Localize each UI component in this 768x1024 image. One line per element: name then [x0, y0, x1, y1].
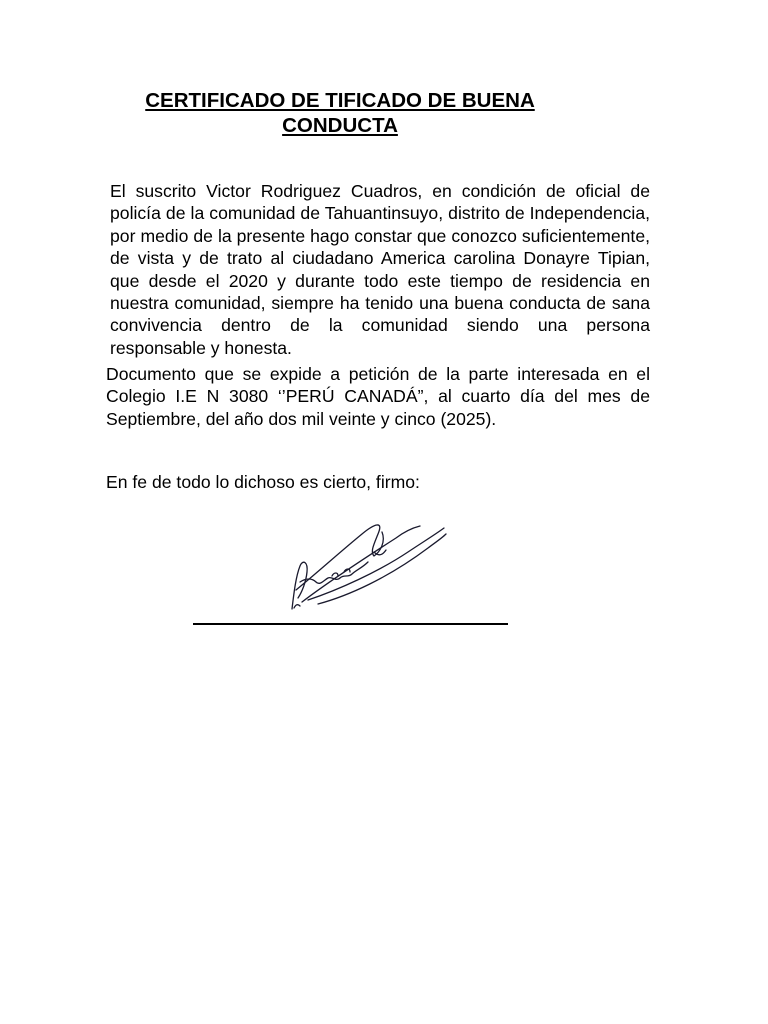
signature-line [193, 623, 508, 625]
body-paragraph-issuance: Documento que se expide a petición de la parte interesada en el Colegio I.E N 3080 ‘’PERÚ CANADÁ”, al cuarto día del mes de Septiembre, del año dos mil veinte y cinco (2025). [106, 364, 650, 429]
title-line-1: CERTIFICADO DE TIFICADO DE BUENA [145, 89, 535, 112]
document-title [90, 88, 590, 138]
title-line-2: CONDUCTA [282, 114, 398, 137]
signature-icon [278, 512, 448, 616]
body-paragraph-closing: En fe de todo lo dichoso es cierto, firmo: [106, 472, 420, 492]
body-paragraph-declaration: El suscrito Victor Rodriguez Cuadros, en condición de oficial de policía de la comunidad de Tahuantinsuyo, distrito de Independencia, por medio de la presente hago constar que conozco suficientemente, de vista y de trato al ciudadano America carolina Donayre Tipian, que desde el 2020 y durante todo este tiempo de residencia en nuestra comunidad, siempre ha tenido una buena conducta de sana convivencia dentro de la comunidad siendo una persona responsable y honesta. [110, 181, 650, 358]
